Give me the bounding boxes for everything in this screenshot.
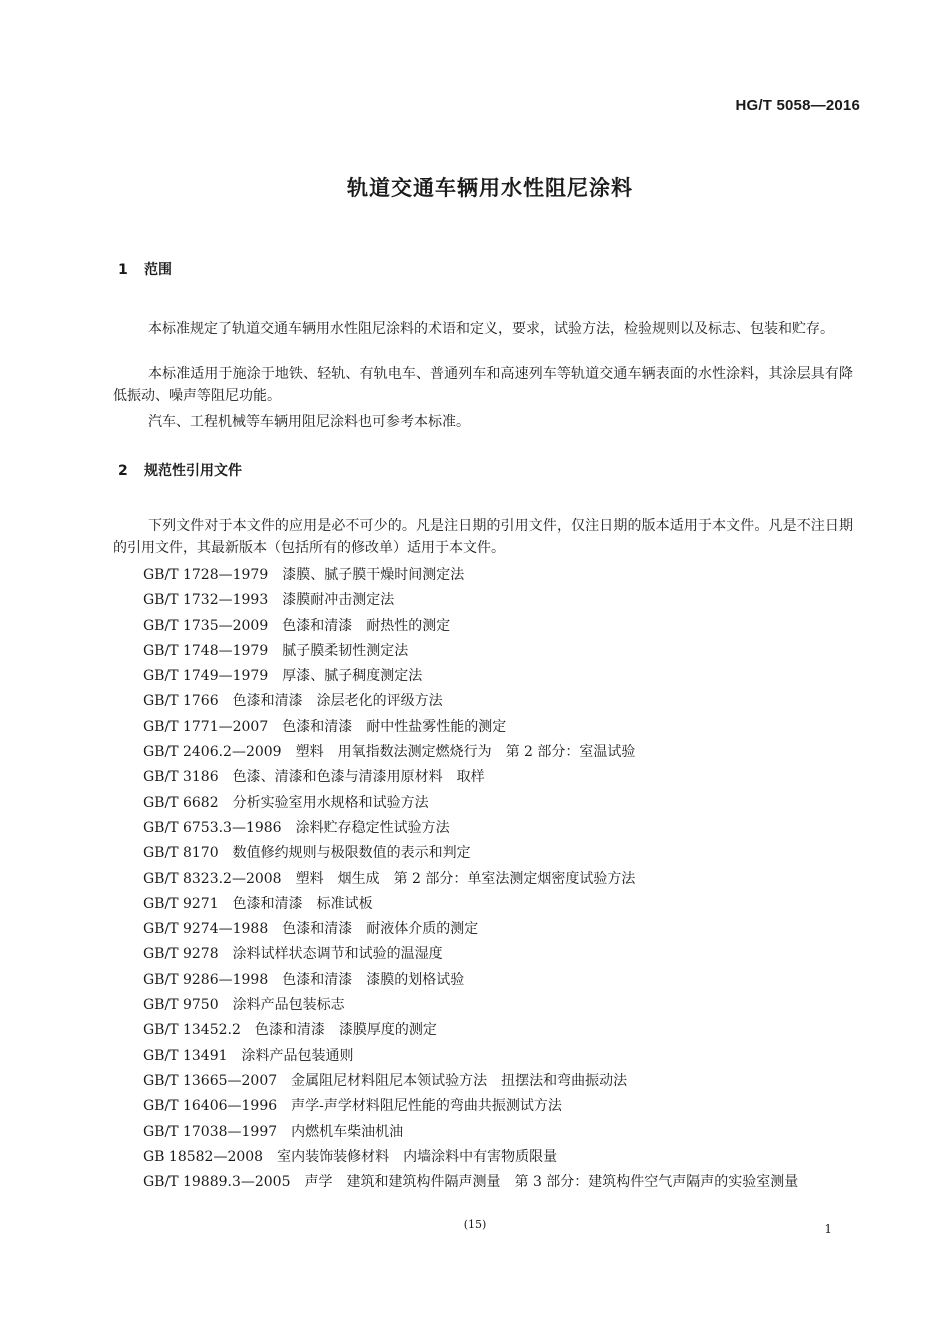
reference-item <box>113 614 853 639</box>
reference-item <box>113 993 853 1018</box>
section-number: 1 <box>118 262 128 278</box>
reference-code: GB/T 2406.2—2009 <box>143 744 282 761</box>
reference-title: 声学-声学材料阻尼性能的弯曲共振测试方法 <box>291 1098 562 1115</box>
reference-item <box>113 740 853 765</box>
reference-code: GB/T 17038—1997 <box>143 1123 278 1140</box>
reference-title: 色漆和清漆 耐液体介质的测定 <box>282 921 479 938</box>
section-title: 范围 <box>144 262 172 278</box>
reference-item <box>113 715 853 740</box>
reference-code: GB/T 6682 <box>143 794 219 811</box>
reference-item <box>113 1044 853 1069</box>
reference-title: 漆膜耐冲击测定法 <box>282 592 395 609</box>
reference-title: 腻子膜柔韧性测定法 <box>282 642 409 659</box>
reference-code: GB/T 16406—1996 <box>143 1098 278 1115</box>
reference-code: GB/T 13491 <box>143 1047 228 1064</box>
reference-title: 塑料 烟生成 第 2 部分：单室法测定烟密度试验方法 <box>295 870 636 887</box>
reference-title: 涂料试样状态调节和试验的温湿度 <box>232 946 443 963</box>
reference-title: 涂料产品包装通则 <box>241 1047 354 1064</box>
reference-code: GB/T 8170 <box>143 845 219 862</box>
reference-code: GB/T 1749—1979 <box>143 668 269 685</box>
reference-item <box>113 816 853 841</box>
section-2-heading <box>118 460 242 480</box>
reference-title: 内燃机车柴油机油 <box>291 1123 404 1140</box>
reference-code: GB/T 8323.2—2008 <box>143 870 282 887</box>
reference-code: GB/T 13452.2 <box>143 1022 241 1039</box>
reference-item <box>113 689 853 714</box>
scope-paragraph-1: 本标准规定了轨道交通车辆用水性阻尼涂料的术语和定义，要求，试验方法，检验规则以及标志、包装和贮存。 <box>148 321 834 337</box>
reference-title: 色漆和清漆 漆膜厚度的测定 <box>254 1022 437 1039</box>
standard-code: HG/T 5058—2016 <box>735 97 860 114</box>
reference-item <box>113 917 853 942</box>
section-number: 2 <box>118 463 128 479</box>
references-intro: 下列文件对于本文件的应用是必不可少的。凡是注日期的引用文件，仅注日期的版本适用于本文件。凡是不注日期的引用文件，其最新版本（包括所有的修改单）适用于本文件。 <box>113 518 853 556</box>
reference-code: GB/T 6753.3—1986 <box>143 819 282 836</box>
reference-title: 色漆和清漆 耐热性的测定 <box>282 617 451 634</box>
reference-item <box>113 942 853 967</box>
scope-paragraph-3: 汽车、工程机械等车辆用阻尼涂料也可参考本标准。 <box>148 414 470 430</box>
reference-item <box>113 841 853 866</box>
reference-title: 色漆、清漆和色漆与清漆用原材料 取样 <box>232 769 485 786</box>
scope-paragraph-2: 本标准适用于施涂于地铁、轻轨、有轨电车、普通列车和高速列车等轨道交通车辆表面的水性涂料，其涂层具有降低振动、噪声等阻尼功能。 <box>113 366 853 404</box>
reference-title: 色漆和清漆 标准试板 <box>232 895 373 912</box>
reference-code: GB/T 1728—1979 <box>143 567 269 583</box>
reference-title: 分析实验室用水规格和试验方法 <box>232 794 429 811</box>
reference-title: 色漆和清漆 耐中性盐雾性能的测定 <box>282 718 507 735</box>
reference-title: 厚漆、腻子稠度测定法 <box>282 668 423 685</box>
reference-item <box>113 765 853 790</box>
reference-title: 色漆和清漆 涂层老化的评级方法 <box>232 693 443 710</box>
reference-title: 数值修约规则与极限数值的表示和判定 <box>232 845 471 862</box>
page-number: 1 <box>824 1222 832 1236</box>
reference-item <box>113 1120 853 1145</box>
reference-code: GB/T 1771—2007 <box>143 718 269 735</box>
reference-title: 塑料 用氧指数法测定燃烧行为 第 2 部分：室温试验 <box>295 744 636 761</box>
reference-code: GB/T 9286—1998 <box>143 971 269 988</box>
reference-code: GB/T 9278 <box>143 946 219 963</box>
reference-item <box>113 1018 853 1043</box>
reference-list <box>113 563 853 1194</box>
page-marker: (15) <box>463 1218 487 1231</box>
reference-item <box>113 639 853 664</box>
section-1-heading <box>118 259 172 279</box>
reference-item <box>113 892 853 917</box>
reference-item <box>113 867 853 892</box>
reference-title: 金属阻尼材料阻尼本领试验方法 扭摆法和弯曲振动法 <box>291 1072 628 1089</box>
reference-code: GB/T 19889.3—2005 <box>143 1174 291 1191</box>
reference-code: GB/T 1735—2009 <box>143 617 269 634</box>
document-title: 轨道交通车辆用水性阻尼涂料 <box>347 176 633 200</box>
reference-title: 室内装饰装修材料 内墙涂料中有害物质限量 <box>277 1148 558 1165</box>
reference-code: GB/T 1766 <box>143 693 219 710</box>
reference-item <box>113 968 853 993</box>
reference-code: GB/T 9274—1988 <box>143 921 269 938</box>
reference-code: GB/T 13665—2007 <box>143 1072 278 1089</box>
reference-item <box>113 1170 853 1194</box>
reference-item <box>113 1094 853 1119</box>
reference-item <box>113 588 853 613</box>
reference-code: GB/T 9271 <box>143 895 219 912</box>
reference-code: GB/T 3186 <box>143 769 219 786</box>
reference-item <box>113 664 853 689</box>
reference-item <box>113 563 853 588</box>
reference-item <box>113 1145 853 1170</box>
reference-title: 色漆和清漆 漆膜的划格试验 <box>282 971 465 988</box>
reference-title: 涂料产品包装标志 <box>232 997 345 1014</box>
reference-code: GB/T 1748—1979 <box>143 642 269 659</box>
reference-title: 漆膜、腻子膜干燥时间测定法 <box>282 567 465 583</box>
reference-title: 声学 建筑和建筑构件隔声测量 第 3 部分：建筑构件空气声隔声的实验室测量 <box>304 1174 799 1191</box>
reference-item <box>113 791 853 816</box>
section-title: 规范性引用文件 <box>144 463 242 479</box>
reference-title: 涂料贮存稳定性试验方法 <box>295 819 450 836</box>
reference-code: GB 18582—2008 <box>143 1148 264 1165</box>
reference-code: GB/T 1732—1993 <box>143 592 269 609</box>
reference-code: GB/T 9750 <box>143 997 219 1014</box>
reference-item <box>113 1069 853 1094</box>
